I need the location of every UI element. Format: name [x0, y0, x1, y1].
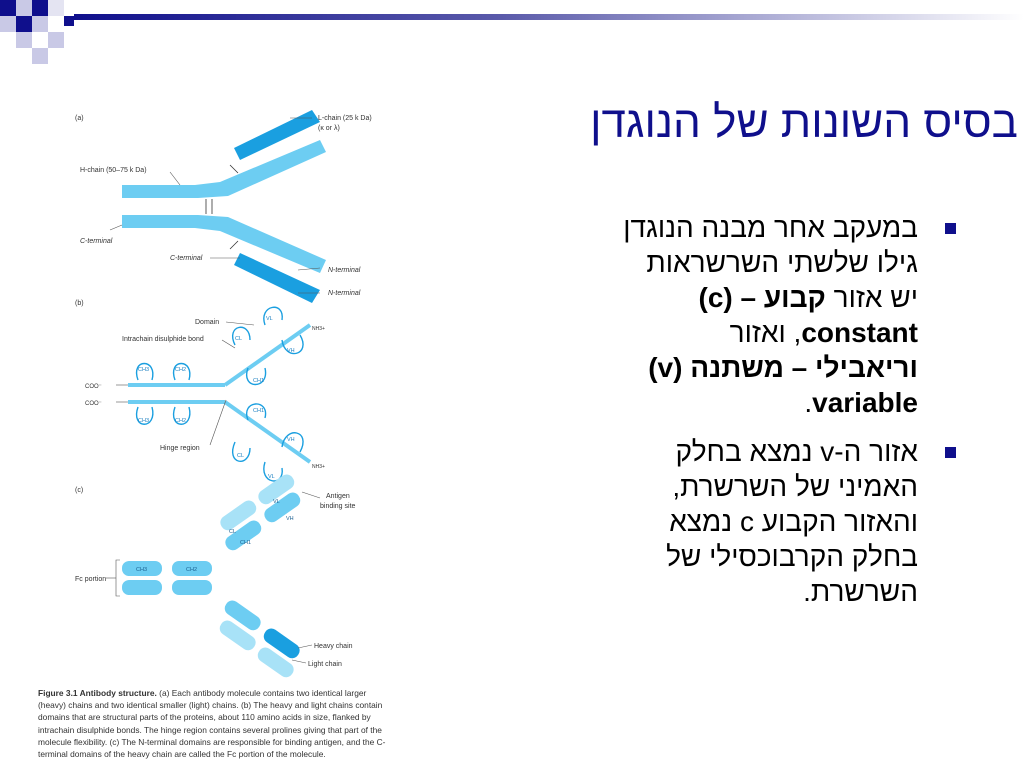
domain-label-vh: VH [287, 348, 295, 354]
text-line [38, 748, 418, 760]
antibody-diagram [30, 100, 430, 690]
text-run: אזור ה-v נמצא בחלק [675, 436, 918, 467]
figure-caption [38, 687, 418, 760]
text-run: (a) Each antibody molecule contains two identical larger [156, 688, 367, 698]
panel-a-label: (a) [75, 115, 84, 122]
text-line [520, 539, 918, 574]
domain-label-ch2: CH2 [175, 367, 187, 373]
c-terminal-label: C-terminal [170, 255, 203, 262]
text-line [520, 350, 918, 385]
text-line [520, 469, 918, 504]
bullet-square-icon [945, 223, 956, 234]
text-run: Figure 3.1 Antibody structure. [38, 688, 157, 698]
text-line [520, 315, 918, 350]
text-run: בחלק הקרבוכסילי של [666, 541, 918, 572]
nh3-label: NH3+ [312, 464, 325, 470]
text-line [520, 574, 918, 609]
domain-label-ch1: CH1 [240, 540, 252, 546]
domain-label-ch1: CH1 [253, 408, 265, 414]
text-line [520, 210, 918, 245]
text-run: molecule flexibility. (c) The N-terminal domains are responsible for binding antigen, and the C- [38, 736, 386, 747]
coo-label: COO⁻ [85, 384, 102, 390]
text-run: . [804, 387, 813, 418]
heavy-chain-upper [122, 140, 326, 198]
text-run: קבוע – (c) [698, 282, 826, 313]
l-chain-sub-label: (κ or λ) [318, 125, 340, 132]
antigen-label: Antigen [326, 493, 350, 500]
light-chain-label: Light chain [308, 661, 342, 668]
text-run: domains that are structural parts of the proteins, about 110 amino acids in size, flanked by [38, 712, 371, 723]
bullet-list [520, 210, 960, 615]
domain-label-ch3: CH3 [138, 418, 150, 424]
text-line [520, 434, 918, 469]
text-run: (heavy) chains and two identical smaller (light) chains. (b) The heavy and light chains contain [38, 700, 383, 711]
text-run: השרשרת. [803, 576, 918, 607]
text-run: והאזור הקבוע c נמצא [669, 506, 918, 537]
text-line [38, 724, 418, 736]
panel-b-label: (b) [75, 300, 84, 307]
text-run: terminal domains of the heavy chain are called the Fc portion of the molecule. [38, 749, 326, 760]
coo-label: COO⁻ [85, 401, 102, 407]
text-run: constant [801, 317, 918, 348]
hinge-region-label: Hinge region [160, 445, 200, 452]
h-chain-label: H-chain (50–75 k Da) [80, 167, 147, 174]
domain-label-cl: CL [235, 336, 243, 342]
bullet-item [520, 434, 960, 609]
domain-label-ch2: CH2 [186, 567, 198, 573]
domain-label-ch3: CH3 [138, 367, 150, 373]
c-terminal-label: C-terminal [80, 238, 113, 245]
text-run: במעקב אחר מבנה הנוגדן [623, 212, 918, 243]
intrachain-label: Intrachain disulphide bond [122, 336, 204, 343]
domain-label-vl: VL [268, 474, 275, 480]
text-run: יש אזור [825, 282, 918, 313]
text-line [38, 711, 418, 723]
domain-label-ch3: CH3 [136, 567, 148, 573]
text-line [38, 699, 418, 711]
bullet-square-icon [945, 447, 956, 458]
bullet-text [520, 434, 918, 609]
domain-label-cl: CL [237, 453, 245, 459]
heavy-chain-label: Heavy chain [314, 643, 353, 650]
text-line [38, 736, 418, 748]
domain-label: Domain [195, 319, 220, 326]
panel-c-label: (c) [75, 487, 84, 494]
domain-label-cl: CL [229, 529, 237, 535]
heavy-chain-lower [122, 215, 326, 273]
domain-label-vh: VH [287, 437, 295, 443]
fc-portion-label: Fc portion [75, 576, 107, 583]
n-terminal-label: N-terminal [328, 267, 361, 274]
nh3-label: NH3+ [312, 326, 325, 332]
text-run: intrachain disulphide bonds. The hinge region contains several prolines giving that part of the [38, 724, 382, 735]
text-run: variable [812, 387, 918, 418]
bullet-item [520, 210, 960, 420]
domain-label-ch2: CH2 [175, 418, 187, 424]
antibody-figure [30, 100, 430, 690]
binding-site-label: binding site [320, 503, 356, 510]
n-terminal-label: N-terminal [328, 290, 361, 297]
text-line [520, 245, 918, 280]
bullet-text [520, 210, 918, 420]
domain-label-vl: VL [266, 316, 273, 322]
panel-b-domain-loops [137, 307, 304, 481]
l-chain-label: L-chain (25 k Da) [318, 115, 372, 122]
domain-label-vh: VH [286, 516, 294, 522]
text-run: האמיני של השרשרת, [672, 471, 918, 502]
text-line [520, 280, 918, 315]
panel-a-leaders [110, 118, 320, 293]
slide-title: בסיס השונות של הנוגדן [590, 98, 1018, 147]
text-line [38, 687, 418, 699]
text-line [520, 504, 918, 539]
text-run: גילו שלשתי השרשראות [646, 247, 918, 278]
domain-label-ch1: CH1 [253, 378, 265, 384]
text-run: , ואזור [729, 317, 802, 348]
header-rule [74, 14, 1024, 20]
text-run: וריאבילי – משתנה (v) [648, 352, 918, 383]
text-line [520, 385, 918, 420]
domain-label-vl: VL [273, 499, 280, 505]
